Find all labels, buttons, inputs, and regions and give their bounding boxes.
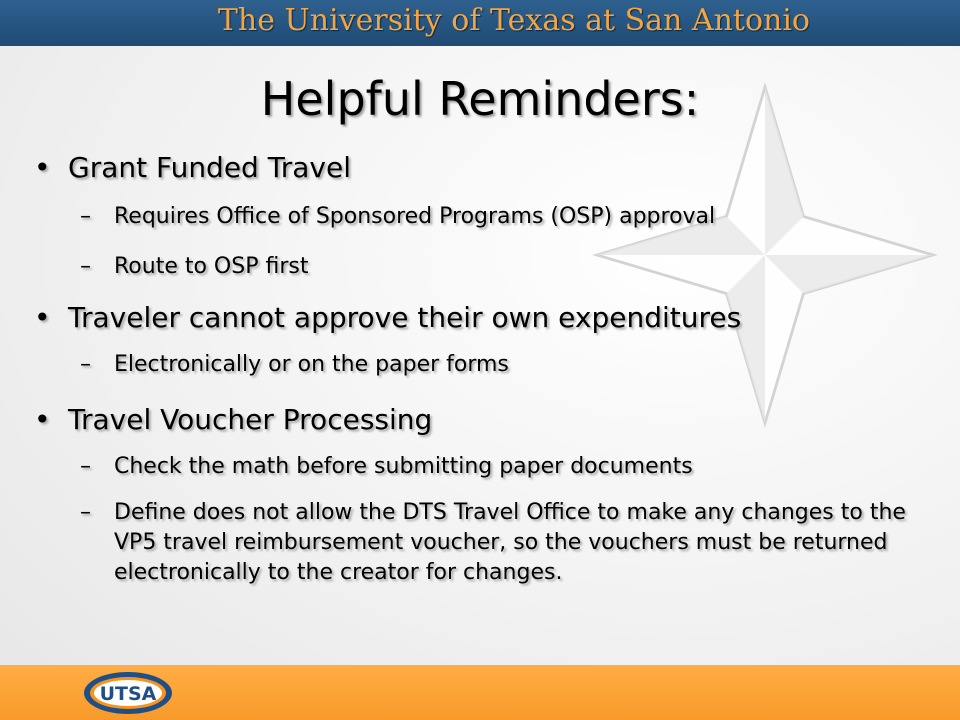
reminder-list [34,150,914,588]
section-grant-funded-travel [34,150,914,186]
list-item-text: Requires Office of Sponsored Programs (OSP) approval [114,204,716,229]
logo-text: UTSA [99,683,157,705]
list-item [34,498,914,588]
university-name: The University of Texas at San Antonio [217,3,810,38]
list-item-text: Check the math before submitting paper documents [114,454,693,479]
bullet-icon: • [34,403,51,436]
list-item [34,452,914,482]
dash-icon: – [80,454,91,479]
list-item-text: Electronically or on the paper forms [114,352,509,377]
list-item [34,252,914,282]
bullet-icon: • [34,301,51,334]
section-heading: Travel Voucher Processing [68,403,433,436]
list-item [34,350,914,380]
dash-icon: – [80,352,91,377]
utsa-logo-icon [82,670,174,716]
list-item-text: Route to OSP first [114,254,309,279]
list-item-text: Define does not allow the DTS Travel Office to make any changes to the VP5 travel reimbursement voucher, so the vouchers must be returned electronically to the creator for changes. [114,500,906,585]
section-traveler-approval [34,300,914,336]
slide-title: Helpful Reminders: [260,72,700,126]
section-heading: Grant Funded Travel [68,151,351,184]
dash-icon: – [80,500,91,525]
header-bar [0,0,960,46]
section-travel-voucher-processing [34,402,914,438]
list-item [34,202,914,232]
dash-icon: – [80,204,91,229]
dash-icon: – [80,254,91,279]
bullet-icon: • [34,151,51,184]
section-heading: Traveler cannot approve their own expenditures [68,301,742,334]
